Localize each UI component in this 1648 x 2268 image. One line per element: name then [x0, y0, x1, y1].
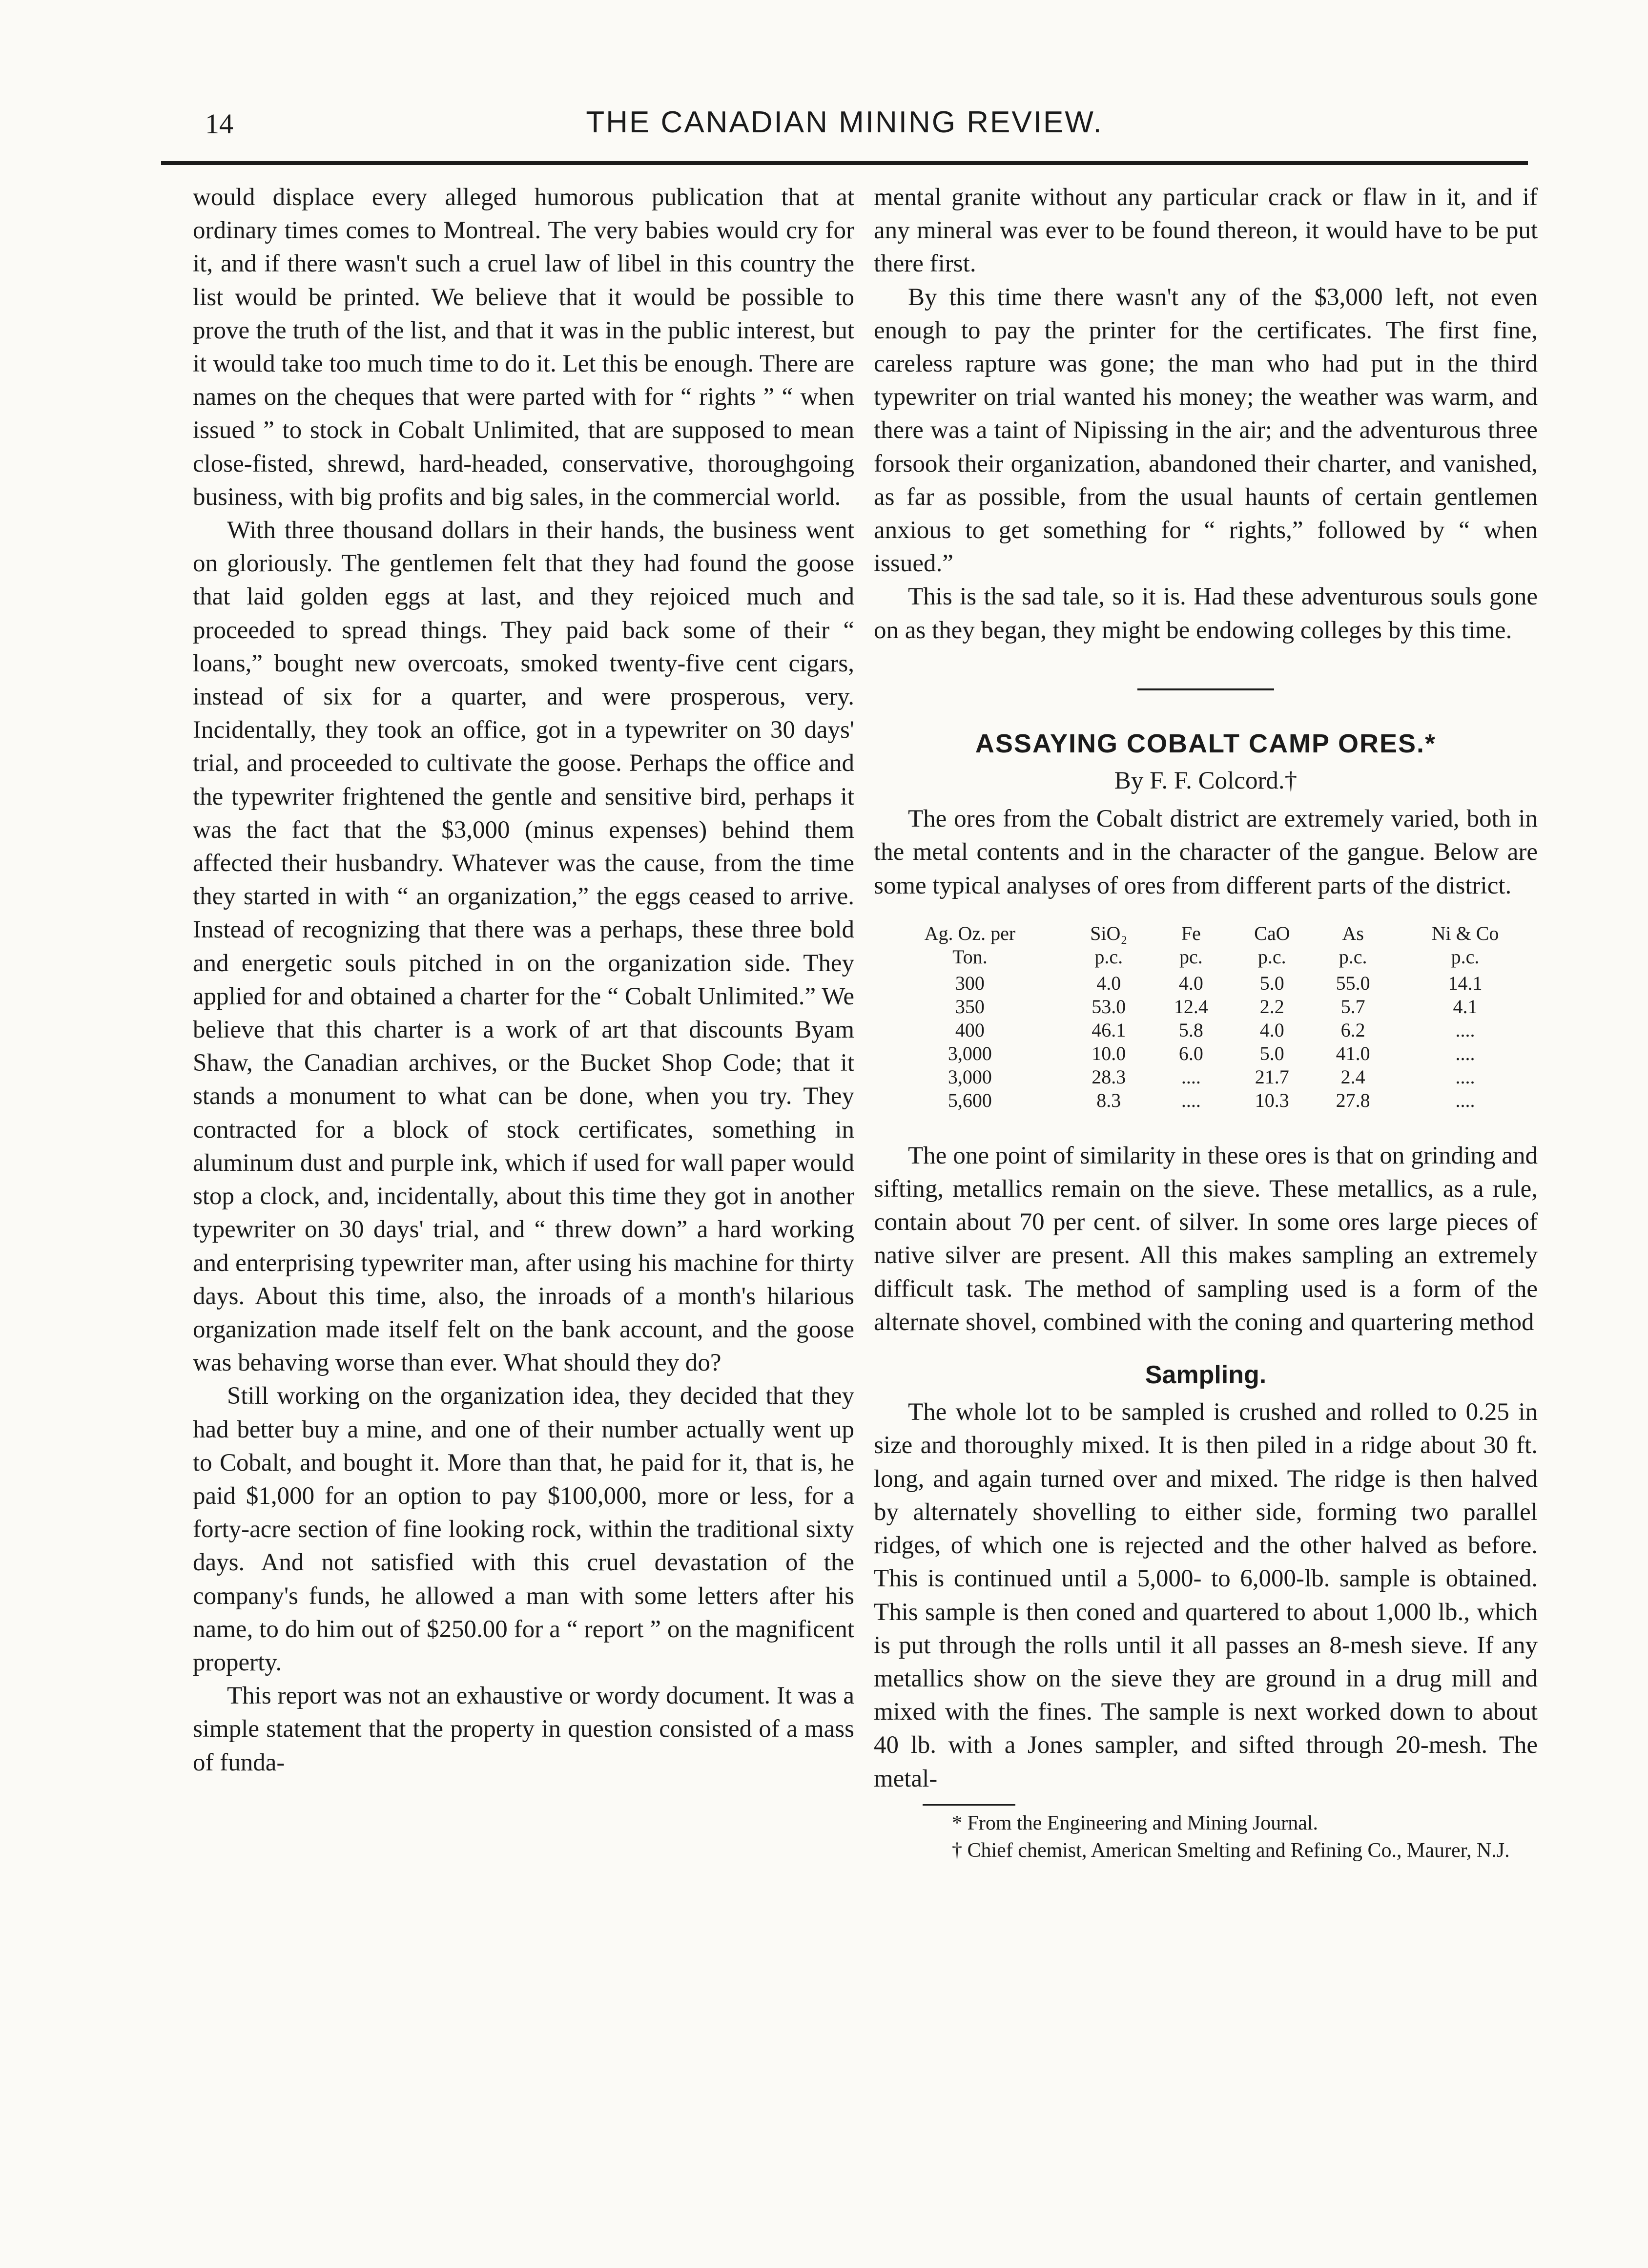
paragraph: Still working on the organization idea, they decided that they had better buy a mine, and one of their number actually went up to Cobalt, and bought it. More than that, he paid for it, that is, he paid $1,000 for an option to pay $100,000, more or less, for a forty-acre section of fine looking rock, within the traditional sixty days. And not satisfied with this cruel devastation of the company's funds, he allowed a man with some letters after his name, to do him out of $250.00 for a “ report ” on the magnificent property. [193, 1382, 854, 1676]
assay-table-header [874, 922, 1538, 972]
page-number: 14 [205, 108, 233, 140]
table-cell: 2.4 [1340, 1065, 1365, 1088]
table-cell: 10.0 [1092, 1042, 1126, 1064]
column-header-text: Ni & Co [1431, 922, 1499, 944]
column-header-text: As [1342, 922, 1364, 944]
article-title: ASSAYING COBALT CAMP ORES.* [975, 728, 1437, 758]
table-cell: 27.8 [1336, 1089, 1370, 1111]
paragraph: would displace every alleged humorous publication that at ordinary times comes to Montreal. The very babies would cry for it, and if there wasn't such a cruel law of libel in this country the list would be printed. We believe that it would be possible to prove the truth of the list, and that it was in the public interest, but it would take too much time to do it. Let this be enough. There are names on the cheques that were parted with for “ rights ” “ when issued ” to stock in Cobalt Unlimited, that are supposed to mean close-fisted, shrewd, hard-headed, conservative, thoroughgoing business, with big profits and big sales, in the commercial world. [193, 184, 854, 511]
sampling-paragraph: The whole lot to be sampled is crushed and rolled to 0.25 in size and thoroughly mixed. It is then piled in a ridge about 30 ft. long, and again turned over and mixed. The ridge is then halved by alternately shovelling to either side, forming two parallel ridges, of which one is rejected and the other halved as before. This is continued until a 5,000- to 6,000-lb. sample is obtained. This sample is then coned and quartered to about 1,000 lb., which is put through the rolls until it all passes an 8-mesh sieve. If any metallics show on the sieve they are ground in a drug mill and mixed with the fines. The sample is next worked down to about 40 lb. with a Jones sampler, and sifted through 20-mesh. The metal- [874, 1398, 1538, 1792]
table-cell: 4.0 [1178, 972, 1203, 994]
table-cell: 4.1 [1453, 995, 1478, 1018]
table-row [874, 1019, 1538, 1042]
table-cell: 3,000 [948, 1042, 992, 1064]
column-header-text: p.c. [1451, 945, 1480, 968]
page-header [161, 93, 1528, 151]
footnote: * From the Engineering and Mining Journal. [952, 1811, 1318, 1834]
column-header-iron [1152, 922, 1231, 972]
table-row [874, 1065, 1538, 1089]
running-title: THE CANADIAN MINING REVIEW. [586, 105, 1103, 139]
footnote-rule [923, 1804, 1015, 1806]
table-cell: .... [1181, 1065, 1201, 1088]
column-header-text: Ag. Oz. per [924, 922, 1016, 944]
header-rule [161, 161, 1528, 165]
table-cell: .... [1455, 1065, 1475, 1088]
table-cell: 5,600 [948, 1089, 992, 1111]
table-cell: 28.3 [1092, 1065, 1126, 1088]
section-divider [1137, 688, 1274, 690]
column-header-text: p.c. [1339, 945, 1367, 968]
table-cell: .... [1181, 1089, 1201, 1111]
sampling-heading: Sampling. [1145, 1361, 1267, 1390]
table-cell: .... [1455, 1019, 1475, 1041]
table-cell: 5.0 [1259, 972, 1284, 994]
table-cell: 14.1 [1448, 972, 1483, 994]
table-cell: 400 [955, 1019, 985, 1041]
table-cell: 6.0 [1178, 1042, 1203, 1064]
article-intro: The ores from the Cobalt district are extremely varied, both in the metal contents and in the character of the gangue. Below are some typical analyses of ores from different parts of the district. [874, 805, 1538, 899]
table-cell: 12.4 [1174, 995, 1208, 1018]
column-header-text: Ton. [952, 945, 988, 968]
column-header-arsenic [1313, 922, 1393, 972]
paragraph: This report was not an exhaustive or wordy document. It was a simple statement that the property in question consisted of a mass of funda- [193, 1682, 854, 1776]
column-header-text: CaO [1254, 922, 1290, 944]
table-cell: 5.8 [1178, 1019, 1203, 1041]
table-cell: 46.1 [1092, 1019, 1126, 1041]
left-column [193, 181, 854, 1779]
table-cell: 2.2 [1259, 995, 1284, 1018]
right-column [874, 181, 1538, 1864]
column-header-text: p.c. [1257, 945, 1286, 968]
paragraph: By this time there wasn't any of the $3,000 left, not even enough to pay the printer for the certificates. The first fine, careless rapture was gone; the man who had put in the third typewriter on trial wanted his money; the weather was warm, and there was a taint of Nipissing in the air; and the adventurous three forsook their organization, abandoned their charter, and vanished, as far as possible, from the usual haunts of certain gentlemen anxious to get something for “ rights,” followed by “ when issued.” [874, 283, 1538, 578]
table-cell: 5.7 [1340, 995, 1365, 1018]
column-header-nickel-cobalt [1393, 922, 1538, 972]
article-byline: By F. F. Colcord.† [1114, 767, 1298, 795]
table-row [874, 972, 1538, 995]
table-cell: 4.0 [1096, 972, 1121, 994]
table-cell: 10.3 [1255, 1089, 1289, 1111]
footnote: † Chief chemist, American Smelting and Refining Co., Maurer, N.J. [952, 1839, 1510, 1862]
table-cell: 55.0 [1336, 972, 1370, 994]
table-cell: 41.0 [1336, 1042, 1370, 1064]
table-row [874, 1042, 1538, 1065]
column-header-text: pc. [1179, 945, 1203, 968]
table-cell: 300 [955, 972, 985, 994]
column-header-lime [1231, 922, 1313, 972]
table-cell: 5.0 [1259, 1042, 1284, 1064]
column-header-text: p.c. [1094, 945, 1123, 968]
table-cell: 21.7 [1255, 1065, 1289, 1088]
table-cell: .... [1455, 1089, 1475, 1111]
paragraph: With three thousand dollars in their hands, the business went on gloriously. The gentlemen felt that they had found the goose that laid golden eggs at last, and they rejoiced much and proceeded to spread things. They paid back some of their “ loans,” bought new overcoats, smoked twenty-five cent cigars, instead of six for a quarter, and were prosperous, very. Incidentally, they took an office, got in a typewriter on 30 days' trial, and proceeded to cultivate the goose. Perhaps the office and the typewriter frightened the gentle and sensitive bird, perhaps it was the fact that the $3,000 (minus expenses) behind them affected their husbandry. Whatever was the cause, from the time they started in with “ an organization,” the eggs ceased to arrive. Instead of recognizing that there was a perhaps, these three bold and energetic souls pitched in on the organization side. They applied for and obtained a charter for the “ Cobalt Unlimited.” We believe that this charter is a work of art that discounts Byam Shaw, the Canadian archives, or the Bucket Shop Code; that it stands a monument to what can be done, when you try. They contracted for a block of stock certificates, something in aluminum dust and purple ink, which if used for wall paper would stop a clock, and, incidentally, about this time they got in another typewriter on 30 days' trial, and “ threw down” a hard working and enterprising typewriter man, after using his machine for thirty days. About this time, also, the inroads of a month's hilarious organization made itself felt on the bank account, and the goose was behaving worse than ever. What should they do? [193, 517, 854, 1377]
column-header-silver [874, 922, 1066, 972]
table-row [874, 995, 1538, 1019]
table-cell: 350 [955, 995, 985, 1018]
column-header-silica [1066, 922, 1152, 972]
table-cell: 3,000 [948, 1065, 992, 1088]
paragraph: mental granite without any particular crack or flaw in it, and if any mineral was ever to be found thereon, it would have to be put there first. [874, 184, 1538, 278]
table-cell: 6.2 [1340, 1019, 1365, 1041]
article-paragraph: The one point of similarity in these ores is that on grinding and sifting, metallics remain on the sieve. These metallics, as a rule, contain about 70 per cent. of silver. In some ores large pieces of native silver are present. All this makes sampling an extremely difficult task. The method of sampling used is a form of the alternate shovel, combined with the coning and quartering method [874, 1142, 1538, 1336]
table-cell: 53.0 [1092, 995, 1126, 1018]
assay-table [874, 922, 1538, 1112]
table-row [874, 1089, 1538, 1112]
table-cell: .... [1455, 1042, 1475, 1064]
column-header-text: Fe [1181, 922, 1201, 944]
column-header-text: SiO₂ [1090, 922, 1128, 944]
paragraph: This is the sad tale, so it is. Had these adventurous souls gone on as they began, they might be endowing colleges by this time. [874, 583, 1538, 644]
table-cell: 4.0 [1259, 1019, 1284, 1041]
table-cell: 8.3 [1096, 1089, 1121, 1111]
